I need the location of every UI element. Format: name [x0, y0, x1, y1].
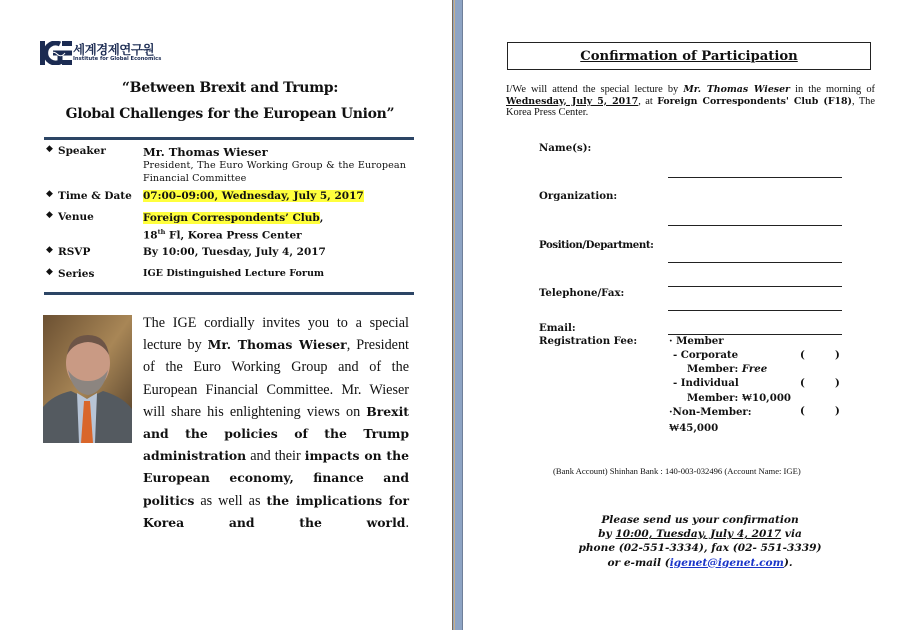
send-line-2-post: via — [781, 528, 802, 541]
attend-text-4: , The Korea Press Center. — [506, 95, 875, 119]
ige-logo — [40, 40, 160, 66]
attend-text-1: I/We will attend the special lecture by — [506, 84, 684, 95]
logo-english-name: Institute for Global Economics — [73, 56, 162, 62]
venue-floor-sup: th — [157, 228, 166, 236]
fee-non-member-line-1: ·Non-Member: — [669, 406, 752, 418]
page-gutter — [452, 0, 463, 630]
telephone-label: Telephone/Fax: — [539, 287, 625, 299]
speaker-name: Mr. Thomas Wieser — [143, 145, 268, 159]
position-label: Position/Department: — [539, 239, 654, 251]
attend-text-3: , at — [638, 95, 658, 107]
fee-corporate-line-2 — [687, 363, 767, 375]
speaker-label: Speaker — [58, 145, 106, 157]
non-member-checkbox-close[interactable]: ) — [835, 405, 840, 417]
fee-individual-line-2: Member: ₩10,000 — [687, 392, 791, 404]
attend-text-2: in the morning of — [789, 84, 875, 95]
venue-comma: , — [319, 212, 324, 224]
telephone-field[interactable] — [668, 286, 842, 287]
venue-name: Foreign Correspondents’ Club — [143, 212, 320, 224]
attendance-statement — [506, 84, 875, 119]
time-value-wrap — [143, 190, 406, 202]
send-line-3: phone (02-551-3334), fax (02- 551-3339) — [578, 542, 822, 555]
time-value: 07:00–09:00, Wednesday, July 5, 2017 — [143, 190, 364, 202]
rsvp-label: RSVP — [58, 246, 91, 258]
position-field[interactable] — [668, 262, 842, 263]
attend-date: Wednesday, July 5, 2017 — [506, 95, 639, 107]
series-label: Series — [58, 268, 95, 280]
time-label: Time & Date — [58, 190, 132, 202]
intro-bold-topic: Brexit and the policies of the Trump administration — [143, 403, 409, 464]
divider-bottom — [44, 292, 414, 295]
rsvp-value: By 10:00, Tuesday, July 4, 2017 — [143, 246, 326, 258]
bullet-icon: ◆ — [46, 210, 53, 220]
send-line-1: Please send us your confirmation — [601, 514, 799, 526]
send-line-4-post: ). — [783, 556, 793, 569]
fee-individual-line-1: - Individual — [673, 377, 739, 389]
speaker-title: President, The Euro Working Group & the European Financial Committee — [143, 160, 406, 184]
name-label: Name(s): — [539, 142, 592, 154]
ige-logo-mark-icon — [40, 41, 72, 65]
intro-bold-implications: the implications for Korea and the world — [143, 492, 409, 530]
send-line-2-pre: by — [598, 528, 616, 541]
intro-paragraph — [143, 312, 409, 534]
telephone-field-2[interactable] — [668, 310, 842, 311]
speaker-photo — [43, 315, 132, 443]
send-line-4-pre: or e-mail ( — [607, 556, 670, 569]
organization-label: Organization: — [539, 190, 618, 202]
intro-text-5: . — [405, 514, 409, 531]
intro-text-1: The IGE cordially invites you to a special lecture by — [143, 315, 409, 354]
corporate-checkbox-open[interactable]: ( — [800, 349, 805, 361]
venue-floor-num: 18 — [143, 229, 158, 242]
fee-member-header: · Member — [669, 335, 724, 347]
individual-checkbox-open[interactable]: ( — [800, 377, 805, 389]
name-field[interactable] — [668, 177, 842, 178]
series-value: IGE Distinguished Lecture Forum — [143, 268, 325, 279]
attend-speaker: Mr. Thomas Wieser — [683, 84, 790, 95]
event-title-line-1: “Between Brexit and Trump: — [121, 80, 339, 96]
organization-field[interactable] — [668, 225, 842, 226]
individual-checkbox-close[interactable]: ) — [835, 377, 840, 389]
intro-bold-speaker: Mr. Thomas Wieser — [207, 337, 347, 353]
venue-value — [143, 211, 406, 243]
email-label: Email: — [539, 322, 576, 334]
email-link[interactable]: igenet@igenet.com — [669, 556, 784, 569]
bullet-icon: ◆ — [46, 245, 53, 255]
registration-fee-label: Registration Fee: — [539, 335, 638, 347]
bullet-icon: ◆ — [46, 144, 53, 154]
corporate-checkbox-close[interactable]: ) — [835, 349, 840, 361]
fee-corporate-price: Free — [741, 363, 768, 375]
attend-venue: Foreign Correspondents' Club (F18) — [657, 95, 852, 107]
intro-text-4: as well as — [194, 492, 267, 509]
send-deadline: 10:00, Tuesday, July 4, 2017 — [615, 528, 782, 541]
bullet-icon: ◆ — [46, 267, 53, 277]
divider-top — [44, 137, 414, 140]
confirmation-title-box — [507, 42, 871, 70]
fee-corporate-line-1: - Corporate — [673, 349, 739, 361]
non-member-checkbox-open[interactable]: ( — [800, 405, 805, 417]
send-confirmation-note — [560, 513, 840, 570]
confirmation-title: Confirmation of Participation — [580, 49, 798, 64]
page-gutter-edge — [454, 0, 455, 630]
intro-text-2: , President of the Euro Working Group and of the European Financial Committee. Mr. Wieser will share his enlightening views on — [143, 337, 409, 420]
venue-floor-rest: Fl, Korea Press Center — [165, 229, 302, 242]
event-title-line-2: Global Challenges for the European Union” — [65, 106, 395, 122]
bank-account-info: (Bank Account) Shinhan Bank : 140-003-032496 (Account Name: IGE) — [553, 466, 801, 476]
venue-label: Venue — [58, 211, 94, 223]
speaker-value — [143, 145, 406, 185]
speaker-portrait-icon — [43, 315, 132, 443]
logo-korean-name: 세계경제연구원 — [73, 42, 155, 57]
fee-non-member-line-2: ₩45,000 — [669, 422, 719, 434]
intro-bold-impacts: impacts on the European economy, finance and politics — [143, 448, 409, 508]
fee-corporate-member: Member: — [687, 363, 742, 375]
intro-text-3: and their — [246, 448, 305, 465]
bullet-icon: ◆ — [46, 189, 53, 199]
